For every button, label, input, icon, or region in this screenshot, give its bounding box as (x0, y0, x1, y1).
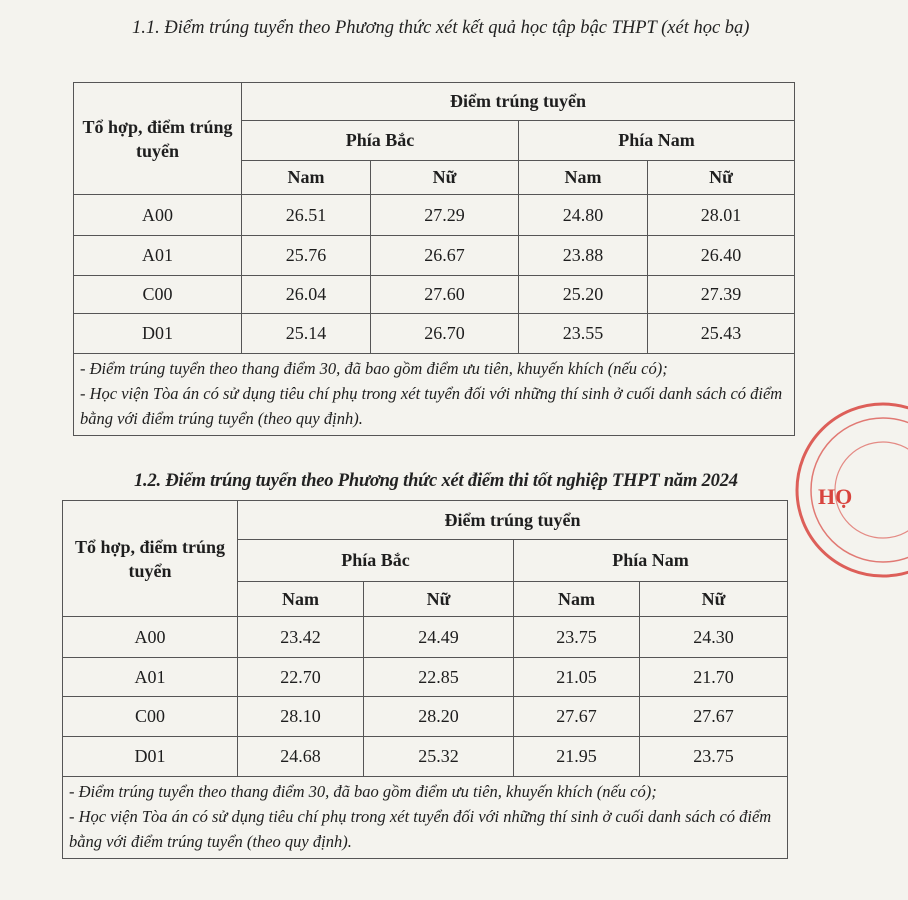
table-notes (74, 354, 795, 436)
north-female-header: Nữ (364, 582, 514, 617)
note-scale: - Điểm trúng tuyển theo thang điểm 30, đã bao gồm điểm ưu tiên, khuyến khích (nếu có); (80, 359, 668, 378)
combo-cell: A01 (63, 658, 238, 697)
score-cell: 27.39 (648, 276, 795, 314)
south-female-header: Nữ (640, 582, 788, 617)
score-cell: 24.49 (364, 617, 514, 658)
region-north-header: Phía Bắc (238, 540, 514, 582)
region-south-header: Phía Nam (514, 540, 788, 582)
score-cell: 21.95 (514, 737, 640, 777)
table-row (63, 697, 788, 737)
note-scale: - Điểm trúng tuyển theo thang điểm 30, đã bao gồm điểm ưu tiên, khuyến khích (nếu có); (69, 782, 657, 801)
score-cell: 24.30 (640, 617, 788, 658)
score-cell: 27.60 (371, 276, 519, 314)
main-header: Điểm trúng tuyển (242, 83, 795, 121)
score-cell: 23.75 (640, 737, 788, 777)
table-row (74, 195, 795, 236)
admission-score-table-2 (62, 500, 788, 859)
score-cell: 24.80 (519, 195, 648, 236)
table-notes-row (74, 354, 795, 436)
score-cell: 26.04 (242, 276, 371, 314)
south-female-header: Nữ (648, 161, 795, 195)
score-cell: 26.67 (371, 236, 519, 276)
section-2-heading: 1.2. Điểm trúng tuyển theo Phương thức xét điểm thi tốt nghiệp THPT năm 2024 (134, 471, 738, 491)
main-header: Điểm trúng tuyển (238, 501, 788, 540)
table-row (63, 658, 788, 697)
seal-text: HỌ (818, 484, 853, 509)
combo-cell: D01 (63, 737, 238, 777)
score-cell: 25.20 (519, 276, 648, 314)
south-male-header: Nam (519, 161, 648, 195)
table-row (74, 314, 795, 354)
table-notes-row (63, 777, 788, 859)
score-cell: 26.40 (648, 236, 795, 276)
north-male-header: Nam (242, 161, 371, 195)
north-female-header: Nữ (371, 161, 519, 195)
combo-cell: C00 (63, 697, 238, 737)
score-cell: 28.10 (238, 697, 364, 737)
south-male-header: Nam (514, 582, 640, 617)
region-south-header: Phía Nam (519, 121, 795, 161)
score-cell: 22.70 (238, 658, 364, 697)
score-cell: 23.55 (519, 314, 648, 354)
score-cell: 22.85 (364, 658, 514, 697)
admission-score-table-1 (73, 82, 795, 436)
score-cell: 28.01 (648, 195, 795, 236)
table-notes (63, 777, 788, 859)
note-tiebreak: - Học viện Tòa án có sử dụng tiêu chí phụ trong xét tuyển đối với những thí sinh ở cuối danh sách có điểm bằng với điểm trúng tuyển (theo quy định). (80, 384, 783, 428)
score-cell: 28.20 (364, 697, 514, 737)
table-row (63, 737, 788, 777)
score-cell: 25.43 (648, 314, 795, 354)
section-1-heading: 1.1. Điểm trúng tuyển theo Phương thức xét kết quả học tập bậc THPT (xét học bạ) (132, 18, 750, 38)
score-cell: 21.05 (514, 658, 640, 697)
note-tiebreak: - Học viện Tòa án có sử dụng tiêu chí phụ trong xét tuyển đối với những thí sinh ở cuối danh sách có điểm bằng với điểm trúng tuyển (theo quy định). (69, 807, 772, 851)
score-cell: 23.42 (238, 617, 364, 658)
combo-cell: D01 (74, 314, 242, 354)
corner-header: Tổ hợp, điểm trúng tuyển (74, 83, 242, 195)
score-cell: 26.51 (242, 195, 371, 236)
corner-header: Tổ hợp, điểm trúng tuyển (63, 501, 238, 617)
score-cell: 27.67 (640, 697, 788, 737)
score-cell: 27.29 (371, 195, 519, 236)
score-cell: 25.32 (364, 737, 514, 777)
score-cell: 23.75 (514, 617, 640, 658)
combo-cell: C00 (74, 276, 242, 314)
combo-cell: A00 (63, 617, 238, 658)
table-row (74, 276, 795, 314)
official-seal-stamp (788, 400, 908, 590)
score-cell: 25.14 (242, 314, 371, 354)
region-north-header: Phía Bắc (242, 121, 519, 161)
score-cell: 25.76 (242, 236, 371, 276)
score-cell: 21.70 (640, 658, 788, 697)
score-cell: 23.88 (519, 236, 648, 276)
combo-cell: A00 (74, 195, 242, 236)
score-cell: 24.68 (238, 737, 364, 777)
table-row (63, 617, 788, 658)
combo-cell: A01 (74, 236, 242, 276)
score-cell: 26.70 (371, 314, 519, 354)
score-cell: 27.67 (514, 697, 640, 737)
table-row (74, 236, 795, 276)
north-male-header: Nam (238, 582, 364, 617)
